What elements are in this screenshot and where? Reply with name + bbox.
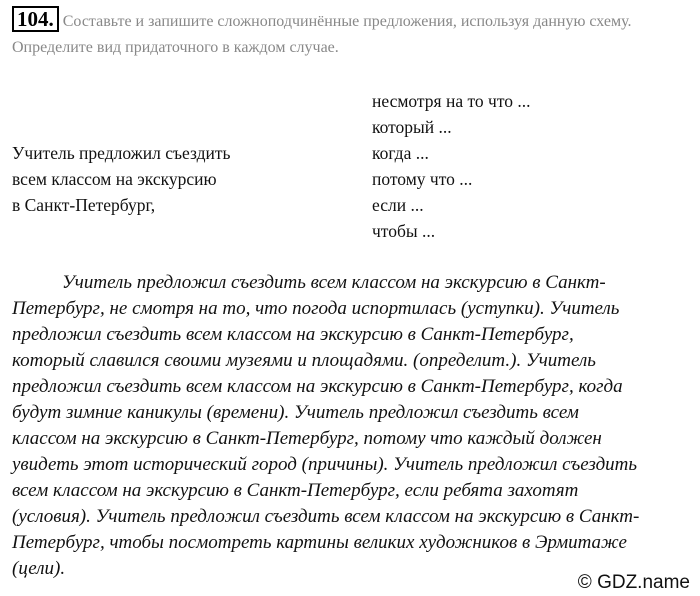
- answer-line: предложил съездить всем классом на экскурсию в Санкт-Петербург,: [12, 324, 574, 345]
- answer-line: будут зимние каникулы (времени). Учитель предложил съездить всем: [12, 402, 579, 423]
- watermark: © GDZ.name: [577, 572, 690, 593]
- answer-line: предложил съездить всем классом на экскурсию в Санкт-Петербург, когда: [12, 376, 623, 397]
- conjunction: когда ...: [372, 143, 429, 163]
- scheme-main-clause: [12, 140, 231, 218]
- conjunction: чтобы ...: [372, 221, 436, 241]
- answer-line: классом на экскурсию в Санкт-Петербург, потому что каждый должен: [12, 428, 602, 449]
- conjunction: который ...: [372, 117, 452, 137]
- answer-line: (цели).: [12, 558, 66, 579]
- answer-line: Петербург, чтобы посмотреть картины великих художников в Эрмитаже: [12, 532, 627, 553]
- conjunction: потому что ...: [372, 169, 473, 189]
- scheme-conjunctions: [372, 88, 530, 244]
- answer-line: всем классом на экскурсию в Санкт-Петербург, если ребята захотят: [12, 480, 579, 501]
- answer-line: (условия). Учитель предложил съездить всем классом на экскурсию в Санкт-: [12, 506, 640, 527]
- answer-line: увидеть этот исторический город (причины). Учитель предложил съездить: [12, 454, 638, 475]
- scheme-line: всем классом на экскурсию: [12, 169, 217, 189]
- task-number: 104.: [12, 6, 59, 32]
- scheme-line: Учитель предложил съездить: [12, 143, 231, 163]
- answer-line: Петербург, не смотря на то, что погода испортилась (уступки). Учитель: [12, 298, 620, 319]
- answer-line: Учитель предложил съездить всем классом на экскурсию в Санкт-: [62, 272, 606, 293]
- task-header: [12, 6, 692, 61]
- conjunction: если ...: [372, 195, 424, 215]
- answer-line: который славился своими музеями и площадями. (определит.). Учитель: [12, 350, 596, 371]
- task-text: Составьте и запишите сложноподчинённые предложения, используя данную схему. Определите вид придаточного в каждом случае.: [12, 13, 632, 56]
- answer-text: [12, 270, 639, 582]
- conjunction: несмотря на то что ...: [372, 91, 531, 111]
- scheme-line: в Санкт-Петербург,: [12, 195, 156, 215]
